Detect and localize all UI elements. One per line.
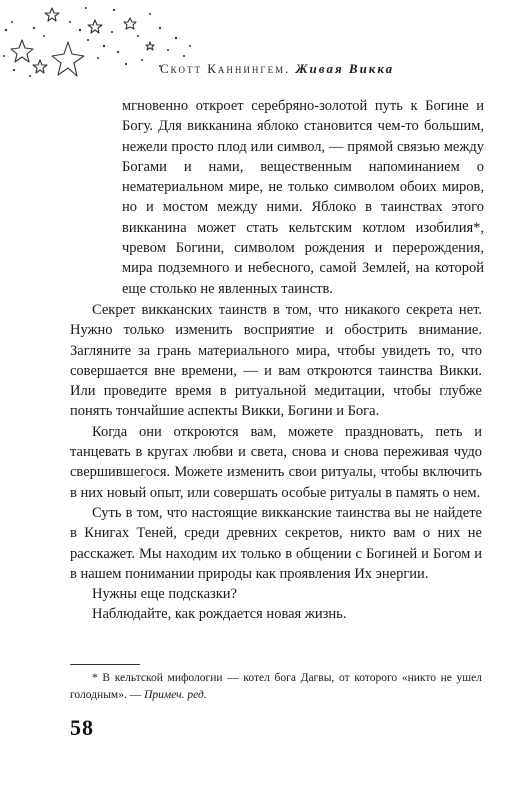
running-head-author: Скотт Каннингем.: [160, 61, 291, 76]
body-text: [70, 300, 482, 625]
footnote-editor-note: Примеч. ред.: [144, 689, 207, 701]
footnote-divider: [70, 664, 140, 665]
page-number: 58: [70, 715, 94, 740]
running-head: [160, 61, 490, 77]
running-head-title: Живая Викка: [295, 61, 395, 76]
paragraph: Секрет викканских таинств в том, что никакого секрета нет. Нужно только изменить восприятие и обострить внимание. Загляните за грань материального мира, чтобы увидеть то, что совершается вне времени, — и вам откроются таинства Викки. Или проведите время в ритуальной медитации, чтобы глубже понять тончайшие аспекты Викки, Богини и Бога.: [70, 302, 482, 420]
paragraph: Наблюдайте, как рождается новая жизнь.: [92, 606, 347, 623]
footnote-text: В кельтской мифологии — котел бога Дагвы, от которого «никто не ушел голодным». —: [70, 672, 482, 701]
paragraph: Суть в том, что настоящие викканские таинства вы не найдете в Книгах Теней, среди древних секретов, никто вам о них не расскажет. Мы находим их только в общении с Богиней и Богом и в нашем понимании природы как проявления Их энергии.: [70, 504, 482, 582]
paragraph: Когда они откроются вам, можете праздновать, петь и танцевать в кругах любви и света, снова и снова переживая чудо свершившегося. Можете изменить свои ритуалы, чтобы включить в них новый опыт, или совершать особые ритуалы в память о нем.: [70, 423, 482, 501]
footnote-marker: *: [92, 672, 98, 684]
indented-paragraph: [122, 96, 484, 299]
footnote: [70, 670, 482, 704]
indented-paragraph-text: мгновенно откроет серебряно-золотой путь к Богине и Богу. Для викканина яблоко становится чем-то большим, нежели просто плод или символ, — прямой связью между Богами и нами, вещественным напоминанием о нематериальном мире, не только символом обоих миров, но и мостом между ними. Яблоко в таинствах этого викканина может стать кельтским котлом изобилия*, чревом Богини, символом рождения и перерождения, мира подземного и небесного, самой Землей, на которой еще столько не явленных таинств.: [122, 98, 484, 297]
paragraph: Нужны еще подсказки?: [92, 586, 237, 603]
